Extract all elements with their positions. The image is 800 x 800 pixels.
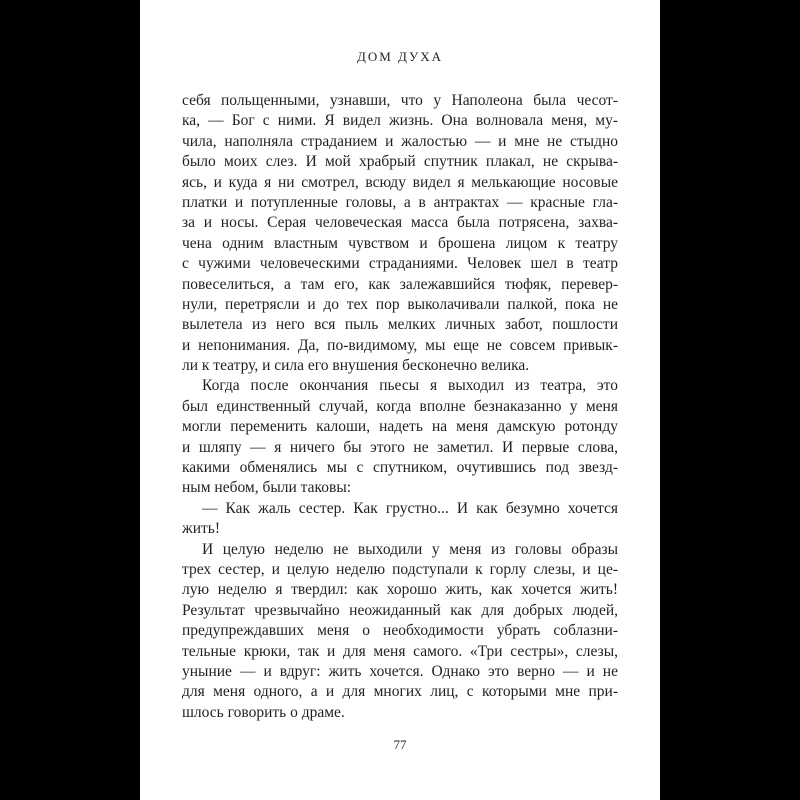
text-line: за и носы. Серая человеческая масса была потрясена, захва- <box>182 214 618 232</box>
text-line: Результат чрезвычайно неожиданный как для добрых людей, <box>182 601 618 619</box>
text-line: уныние — и вдруг: жить хочется. Однако это верно — и не <box>182 662 618 680</box>
text-line: для меня одного, а и для многих лиц, с которыми мне при- <box>182 683 618 701</box>
paragraph <box>182 376 618 498</box>
left-black-border <box>0 0 140 800</box>
text-line: жить! <box>182 520 221 538</box>
text-line: предупреждавших меня о необходимости убрать соблазни- <box>182 622 618 640</box>
running-title: ДОМ ДУХА <box>356 49 444 64</box>
text-line: какими обменялись мы с спутником, очутившись под звезд- <box>182 459 618 477</box>
right-black-border <box>660 0 800 800</box>
text-line: ясь, и куда я ни смотрел, всюду видел я мелькающие носовые <box>182 173 618 191</box>
text-line: шлось говорить о драме. <box>182 703 345 721</box>
text-line: вылетела из него вся пыль мелких личных забот, пошлости <box>182 316 618 334</box>
text-line: повеселиться, а там его, как залежавшийся тюфяк, перевер- <box>182 275 618 293</box>
text-line: себя польщенными, узнавши, что у Наполеона была чесот- <box>182 92 618 109</box>
text-line: ли к театру, и сила его внушения бесконечно велика. <box>182 357 530 375</box>
page-number: 77 <box>393 737 407 752</box>
text-line: с чужими человеческими страданиями. Человек шел в театр <box>182 255 618 273</box>
paragraph <box>182 540 618 724</box>
text-line: чена одним властным чувством и брошена лицом к театру <box>182 234 618 252</box>
text-line: нули, перетрясли и до тех пор выколачивали палкой, пока не <box>182 295 618 313</box>
text-block <box>182 91 618 723</box>
text-line: был единственный случай, когда вполне безнаказанно у меня <box>182 397 618 415</box>
text-line: лую неделю я твердил: как хорошо жить, как хочется жить! <box>182 581 618 599</box>
text-line: платки и потупленные головы, а в антрактах — красные гла- <box>182 193 618 211</box>
paragraph <box>182 91 618 376</box>
text-line: тельные крюки, так и для меня самого. «Три сестры», слезы, <box>182 642 618 660</box>
text-line: ка, — Бог с ними. Я видел жизнь. Она волновала меня, му- <box>182 112 618 130</box>
text-line: — Как жаль сестер. Как грустно... И как безумно хочется <box>202 499 618 517</box>
book-page <box>140 0 660 800</box>
paragraph <box>182 499 618 540</box>
text-line: трех сестер, и целую неделю подступали к горлу слезы, и це- <box>182 560 618 578</box>
text-line: было моих слез. И мой храбрый спутник плакал, не скрыва- <box>182 153 618 171</box>
text-line: ным небом, были таковы: <box>182 479 352 497</box>
text-line: и шляпу — я ничего бы этого не заметил. И первые слова, <box>182 438 618 456</box>
text-line: и непонимания. Да, по-видимому, мы еще не совсем привык- <box>182 336 618 354</box>
text-line: И целую неделю не выходили у меня из головы образы <box>202 540 618 558</box>
text-line: Когда после окончания пьесы я выходил из театра, это <box>202 377 618 395</box>
text-line: чила, наполняла страданием и жалостью — и мне не стыдно <box>182 132 618 150</box>
text-line: могли переменить калоши, надеть на меня дамскую ротонду <box>182 418 618 436</box>
